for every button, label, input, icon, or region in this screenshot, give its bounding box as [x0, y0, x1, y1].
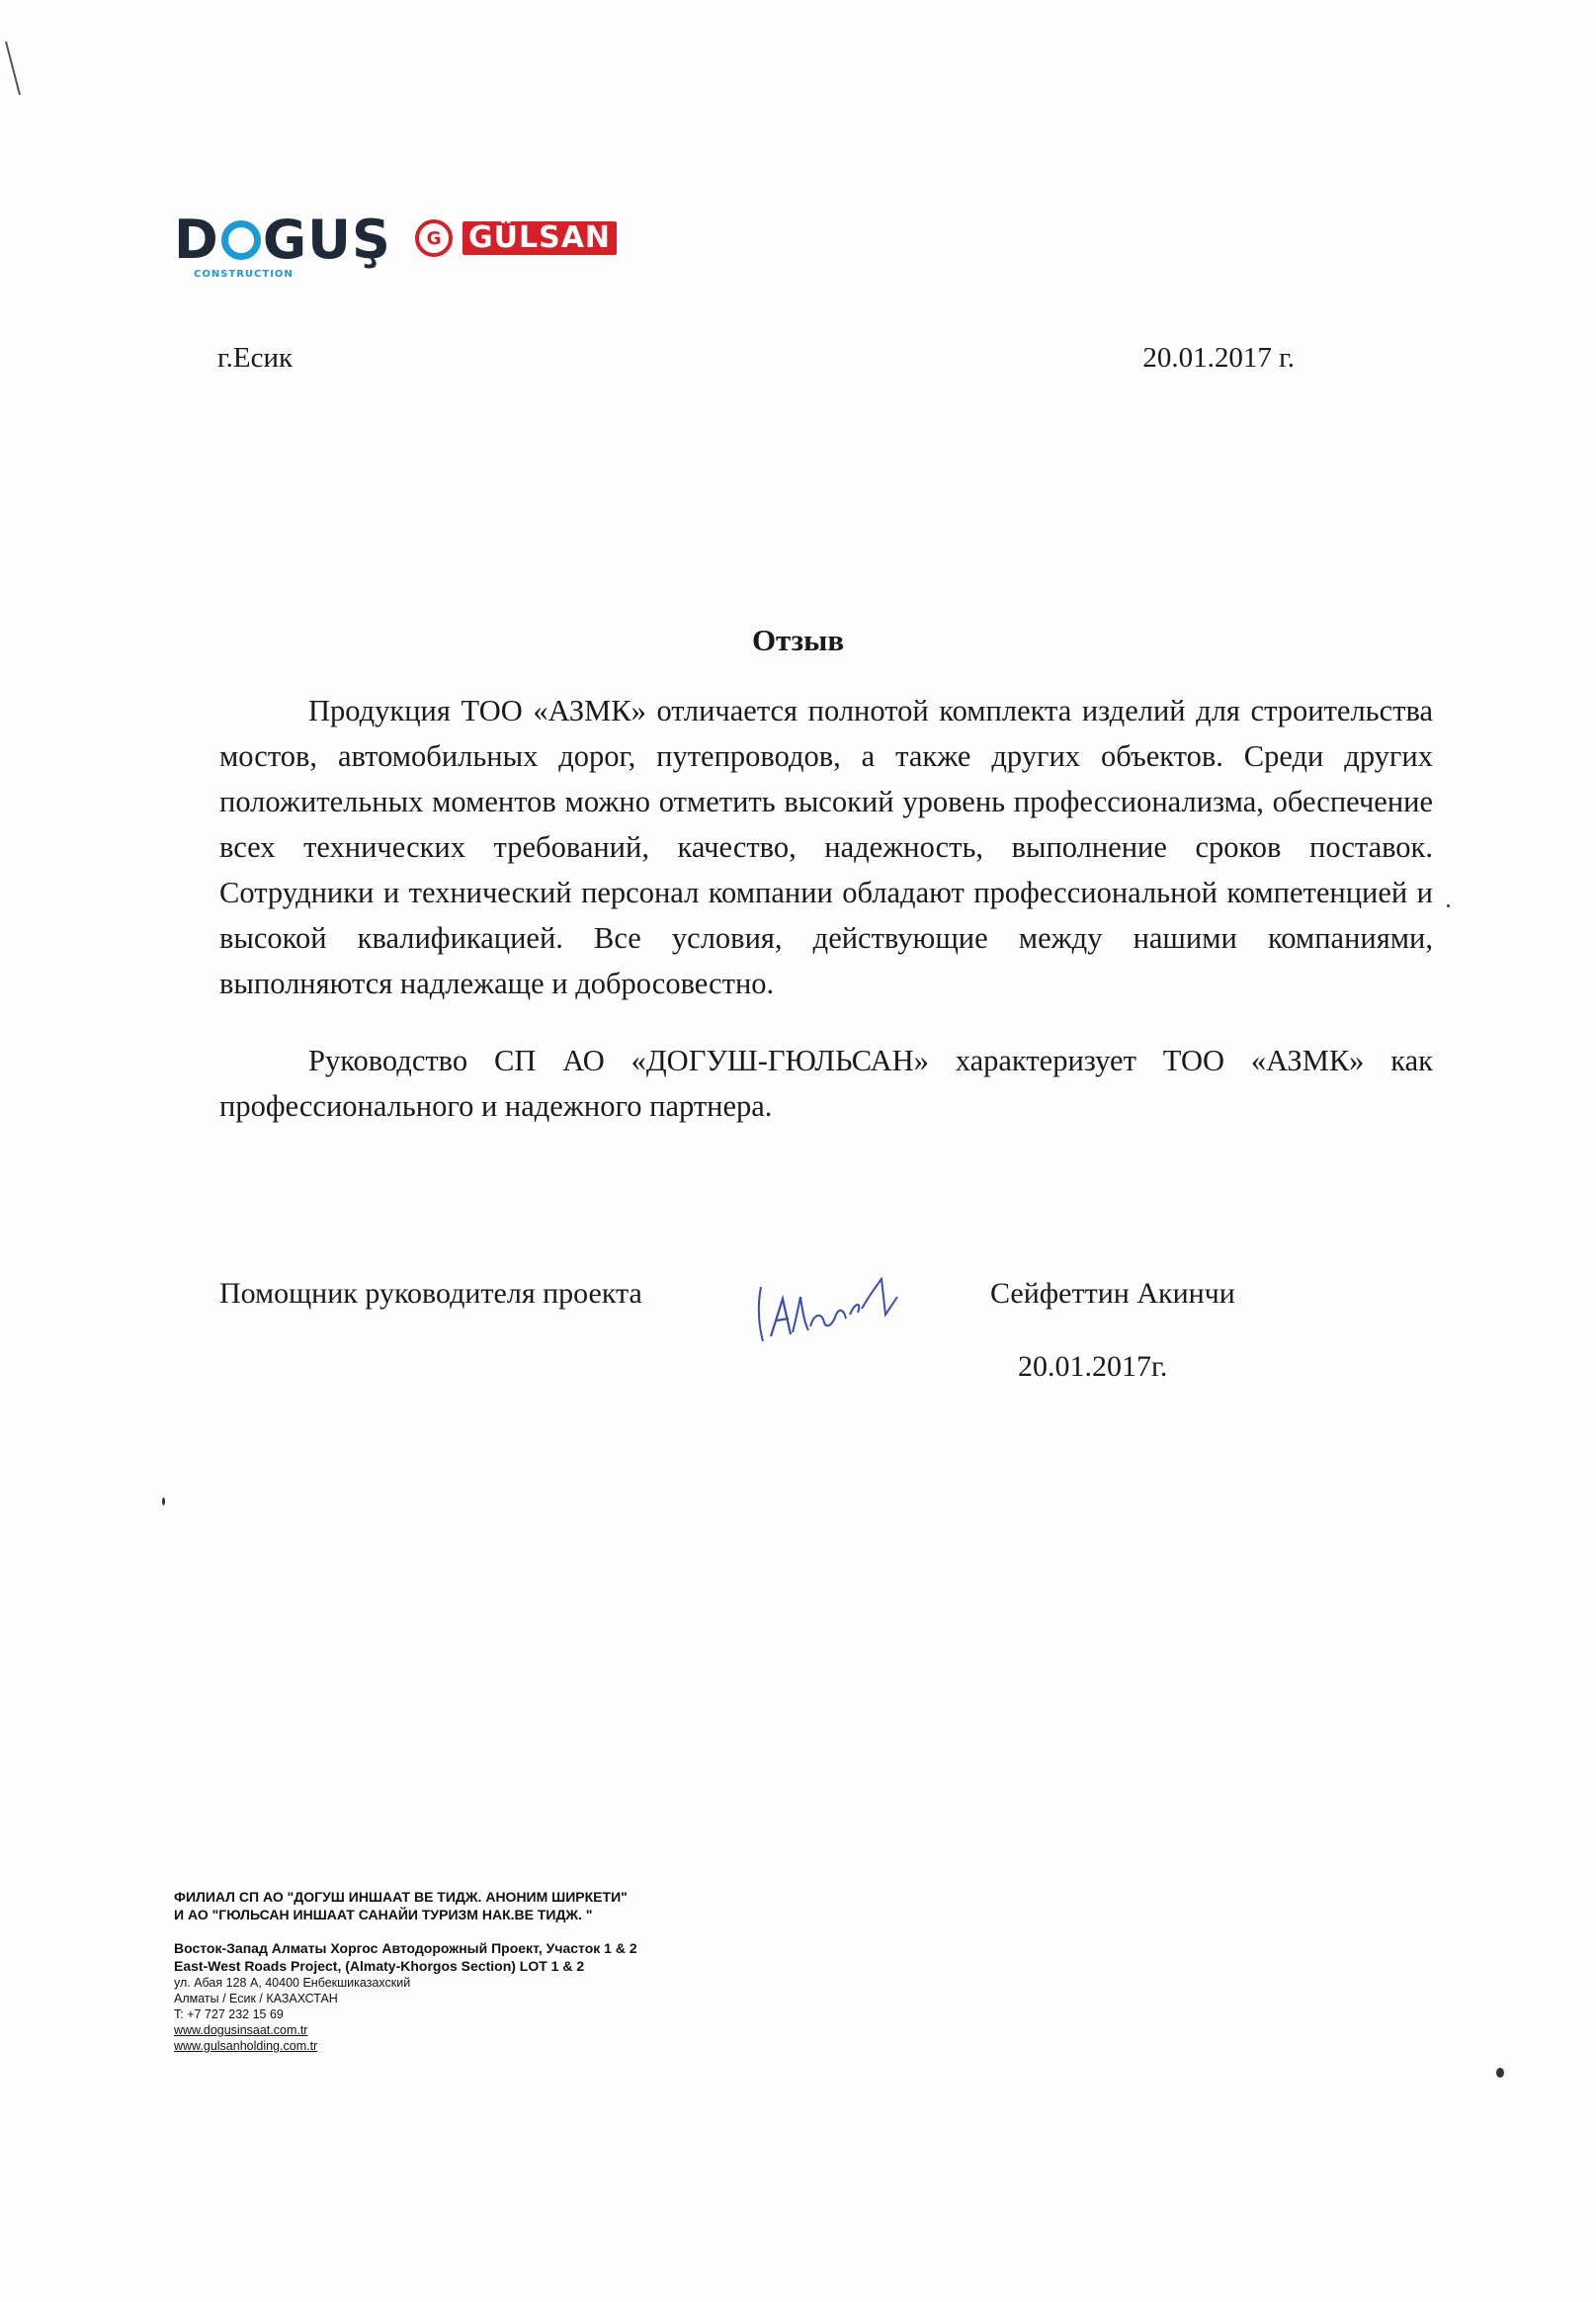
handwritten-signature — [753, 1257, 921, 1366]
body-paragraph: Продукция ТОО «АЗМК» отличается полнотой комплекта изделий для строительства мостов, автомобильных дорог, путепроводов, а также других объектов. Среди других положительных моментов можно отметить высокий уровень профессионализма, обеспечение всех технических требований, качество, надежность, выполнение сроков поставок. Сотрудники и технический персонал компании обладают профессиональной компетенцией и высокой квалификацией. Все условия, действующие между нашими компаниями, выполняются надлежаще и добросовестно. — [219, 694, 1433, 1000]
letter-body — [219, 688, 1433, 1129]
footer-link-dogus[interactable]: www.dogusinsaat.com.tr — [174, 2023, 308, 2037]
gulsan-mark-icon: G — [415, 219, 453, 257]
signer-role: Помощник руководителя проекта — [219, 1277, 642, 1310]
footer-project-en: East-West Roads Project, (Almaty-Khorgos Section) LOT 1 & 2 — [174, 1958, 585, 1974]
gulsan-logo — [415, 219, 617, 257]
footer-city: Алматы / Есик / КАЗАХСТАН — [174, 1992, 338, 2005]
footer-address: ул. Абая 128 А, 40400 Енбекшиказахский — [174, 1976, 411, 1990]
scan-scratch — [4, 40, 24, 99]
footer-company-line-1: ФИЛИАЛ СП АО "ДОГУШ ИНШААТ ВЕ ТИДЖ. АНОНИМ ШИРКЕТИ" — [174, 1889, 628, 1905]
scan-speck — [162, 1497, 165, 1505]
signature-date: 20.01.2017г. — [1018, 1350, 1168, 1383]
letter-title: Отзыв — [751, 623, 845, 657]
gulsan-wordmark: GÜLSAN — [462, 221, 617, 255]
body-paragraph: Руководство СП АО «ДОГУШ-ГЮЛЬСАН» характеризует ТОО «АЗМК» как профессионального и надежного партнера. — [219, 1044, 1433, 1123]
footer-project-ru: Восток-Запад Алматы Хоргос Автодорожный Проект, Участок 1 & 2 — [174, 1940, 637, 1956]
dogus-o-icon — [221, 220, 261, 260]
letter-city: г.Есик — [217, 342, 294, 374]
footer-company-line-2: И АО "ГЮЛЬСАН ИНШААТ САНАЙИ ТУРИЗМ НАК.ВЕ ТИДЖ. " — [174, 1907, 593, 1922]
dogus-logo-rest: GUŞ — [262, 209, 391, 271]
letterhead-footer — [174, 1888, 866, 2054]
letter-date: 20.01.2017 г. — [1142, 342, 1295, 374]
footer-phone: T: +7 727 232 15 69 — [174, 2007, 284, 2021]
dogus-logo-d: D — [174, 209, 219, 271]
scan-speck — [1496, 2068, 1504, 2078]
signer-name: Сейфеттин Акинчи — [990, 1277, 1235, 1310]
scan-speck — [1447, 904, 1450, 907]
footer-link-gulsan[interactable]: www.gulsanholding.com.tr — [174, 2039, 318, 2053]
dogus-logo — [174, 209, 391, 271]
dogus-logo-subtitle: CONSTRUCTION — [194, 269, 294, 280]
